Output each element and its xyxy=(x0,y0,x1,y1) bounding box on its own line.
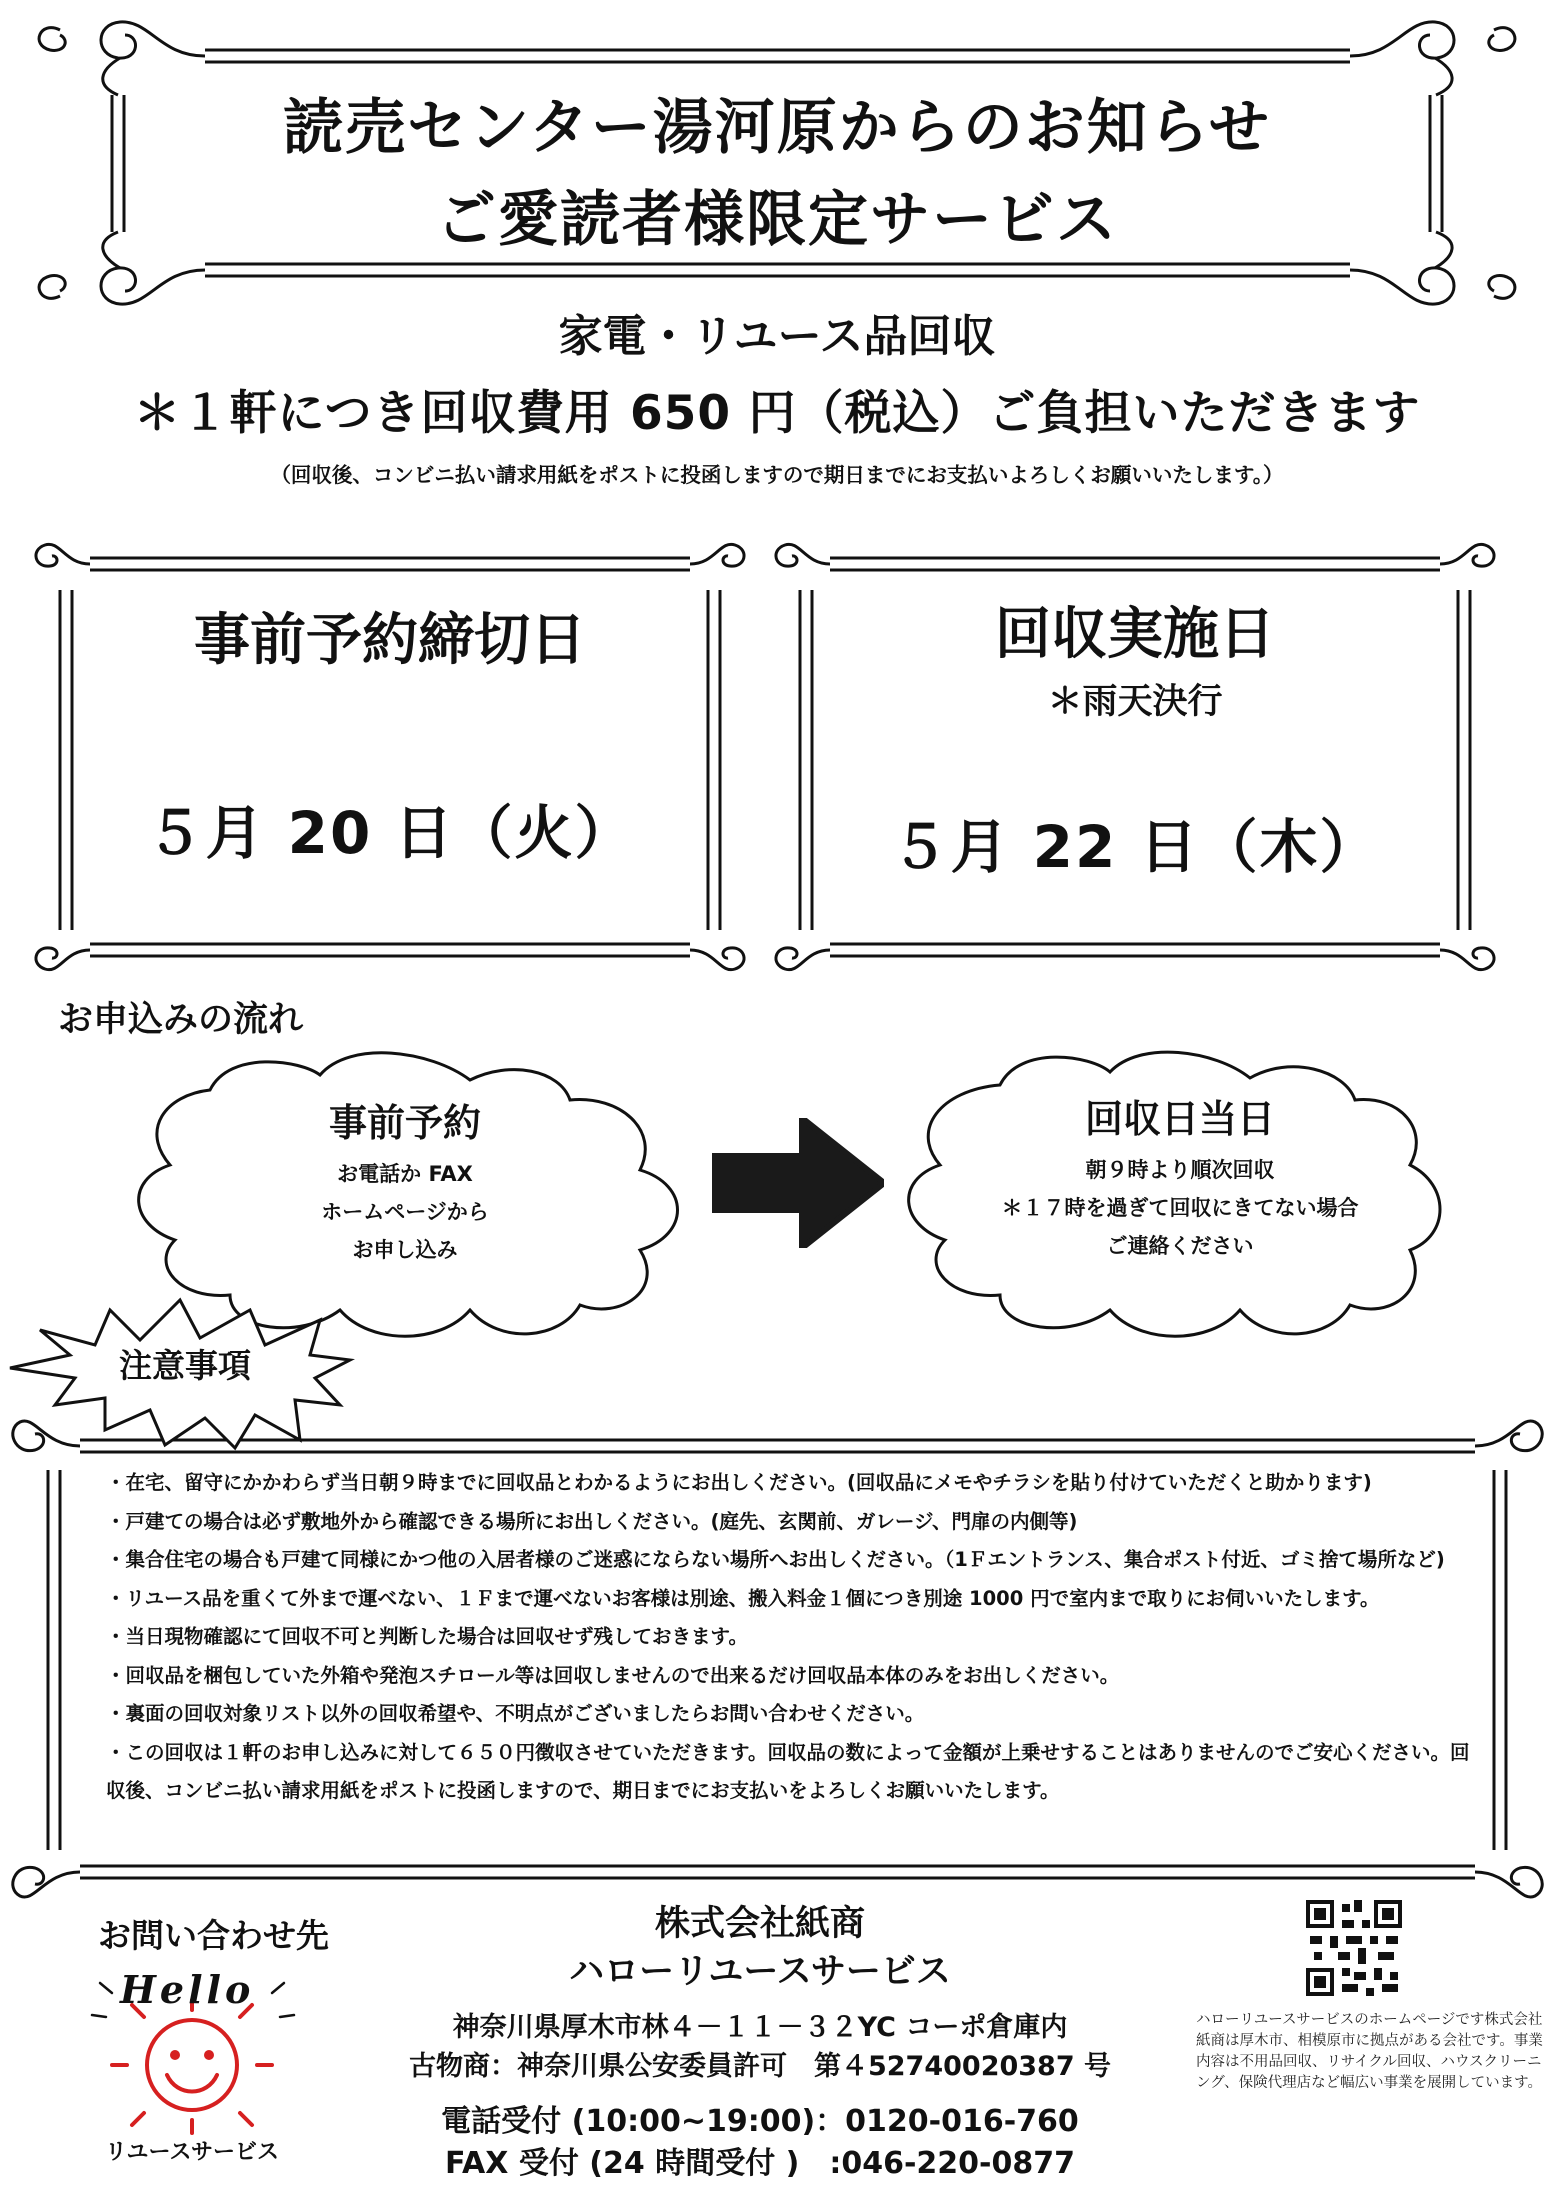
service-name: 家電・リユース品回収 xyxy=(558,311,996,362)
flow-step2 xyxy=(945,1088,1415,1265)
company-name: 株式会社紙商 xyxy=(654,1904,865,1944)
flow-step1 xyxy=(170,1092,640,1269)
qr-note: ハローリユースサービスのホームページです株式会社紙商は厚木市、相模原市に拠点がある会社です。事業内容は不用品回収、リサイクル回収、ハウスクリーニング、保険代理店など幅広い事業を展開しています。 xyxy=(1196,2012,1543,2091)
right-arrow-icon xyxy=(712,1118,884,1248)
service-fee: ＊１軒につき回収費用 650 円（税込）ご負担いただきます xyxy=(133,386,1421,441)
notice-item: ・裏面の回収対象リスト以外の回収希望や、不明点がございましたらお問い合わせください。 xyxy=(106,1702,925,1725)
notice-label: 注意事項 xyxy=(119,1346,251,1385)
step2-line: 朝９時より順次回収 xyxy=(1085,1158,1275,1182)
step2-line: ＊１７時を過ぎて回収にきてない場合 xyxy=(1001,1196,1359,1220)
notice-item: ・戸建ての場合は必ず敷地外から確認できる場所にお出しください。(庭先、玄関前、ガレージ、門扉の内側等) xyxy=(106,1509,1078,1533)
page-subtitle: ご愛読者様限定サービス xyxy=(436,185,1118,255)
step1-title: 事前予約 xyxy=(328,1101,481,1145)
notice-item: ・この回収は１軒のお申し込みに対して６５０円徴収させていただきます。回収品の数によって金額が上乗せすることはありませんのでご安心ください。回収後、コンビニ払い請求用紙をポストに投函しますので、期日までにお支払いをよろしくお願いいたします。 xyxy=(106,1740,1470,1802)
notice-item: ・リユース品を重くて外まで運べない、１Ｆまで運べないお客様は別途、搬入料金１個につき別途 1000 円で室内まで取りにお伺いいたします。 xyxy=(106,1586,1380,1610)
notice-item: ・回収品を梱包していた外箱や発泡スチロール等は回収しませんので出来るだけ回収品本体のみをお出しください。 xyxy=(106,1663,1120,1687)
hello-logo xyxy=(72,1955,312,2170)
address: 神奈川県厚木市林４－１１－３２YC コーポ倉庫内 xyxy=(452,2012,1068,2043)
page-title: 読売センター湯河原からのお知らせ xyxy=(283,93,1271,163)
logo-text: Hello xyxy=(120,1967,255,2012)
flow-label: お申込みの流れ xyxy=(58,1000,304,1040)
notice-list xyxy=(106,1464,1478,1811)
deadline-date: ５月 20 日（火） xyxy=(145,799,635,867)
fax: FAX 受付 (24 時間受付 ) :046-220-0877 xyxy=(445,2146,1075,2181)
service-brand: ハローリユースサービス xyxy=(569,1952,951,1992)
step2-title: 回収日当日 xyxy=(1084,1097,1275,1141)
contact-label: お問い合わせ先 xyxy=(98,1916,329,1955)
step2-line: ご連絡ください xyxy=(1106,1234,1254,1258)
notice-item: ・集合住宅の場合も戸建て同様にかつ他の入居者様のご迷惑にならない場所へお出しください。（1Ｆエントランス、集合ポスト付近、ゴミ捨て場所など) xyxy=(106,1548,1445,1571)
phone[interactable]: 電話受付 (10:00~19:00)：0120-016-760 xyxy=(441,2104,1079,2139)
collection-subnote: ＊雨天決行 xyxy=(1047,682,1223,722)
step1-line: ホームページから xyxy=(321,1200,489,1224)
payment-note: （回収後、コンビニ払い請求用紙をポストに投函しますので期日までにお支払いよろしくお願いいたします。） xyxy=(270,463,1284,487)
step1-line: お申し込み xyxy=(352,1238,458,1262)
deadline-heading: 事前予約締切日 xyxy=(194,608,586,673)
logo-caption: リユースサービス xyxy=(104,2140,280,2165)
qr-code-icon[interactable] xyxy=(1306,1900,1402,1996)
notice-item: ・在宅、留守にかかわらず当日朝９時までに回収品とわかるようにお出しください。(回収品にメモやチラシを貼り付けていただくと助かります) xyxy=(106,1471,1372,1494)
license: 古物商：神奈川県公安委員許可 第４52740020387 号 xyxy=(408,2051,1112,2082)
notice-item: ・当日現物確認にて回収不可と判断した場合は回収せず残しておきます。 xyxy=(106,1625,748,1648)
collection-date: ５月 22 日（木） xyxy=(890,813,1380,881)
step1-line: お電話か FAX xyxy=(337,1162,473,1186)
collection-heading: 回収実施日 xyxy=(995,602,1275,667)
